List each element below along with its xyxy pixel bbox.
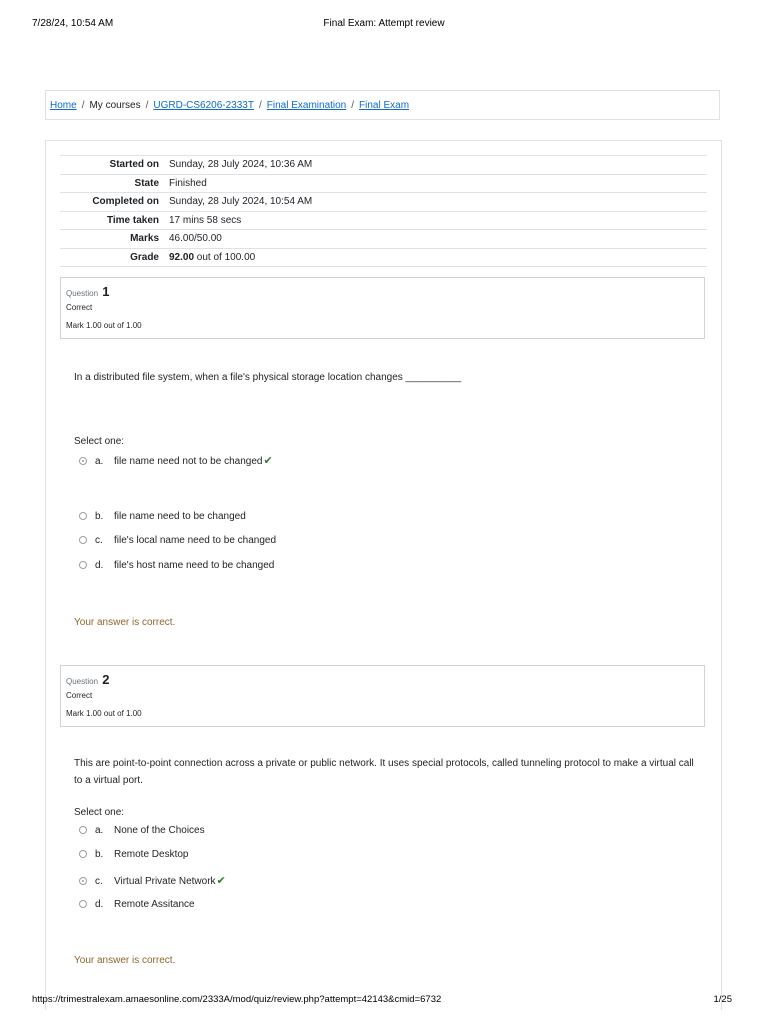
attempt-summary-table [60,155,707,267]
print-title: Final Exam: Attempt review [323,18,445,29]
question-number [66,284,110,299]
summary-label: Time taken [106,214,159,226]
radio-icon[interactable] [79,561,87,569]
breadcrumb [45,90,720,120]
option-letter: a. [95,456,104,467]
question-number-value: 1 [102,284,110,299]
option-text: Remote Assitance [114,899,195,910]
option-text: Virtual Private Network [114,876,216,887]
question-text: In a distributed file system, when a file's physical storage location changes __________ [74,372,462,383]
breadcrumb-home-link[interactable]: Home [50,100,77,111]
summary-value: Finished [169,177,207,189]
print-header [32,18,736,32]
print-page-number: 1/25 [713,994,732,1005]
summary-label: Completed on [92,196,159,208]
option-letter: d. [95,560,104,571]
summary-row-time-taken [60,211,707,230]
question-state: Correct [66,691,93,700]
option-letter: b. [95,849,104,860]
grade-out-of: out of 100.00 [194,251,256,263]
option-text: file's local name need to be changed [114,535,277,546]
print-date: 7/28/24, 10:54 AM [32,18,114,29]
answer-option[interactable] [79,535,276,549]
option-letter: b. [95,511,104,522]
radio-icon[interactable] [79,850,87,858]
answer-option[interactable] [79,849,188,863]
answer-option[interactable] [79,454,273,468]
option-letter: c. [95,876,103,887]
answer-option[interactable] [79,560,274,574]
summary-label: State [134,177,159,189]
question-feedback: Your answer is correct. [74,617,176,628]
question-mark: Mark 1.00 out of 1.00 [66,709,142,718]
question-label: Question [66,677,99,686]
breadcrumb-separator: / [351,100,355,111]
summary-value: 17 mins 58 secs [169,214,242,226]
grade-value: 92.00 [169,251,195,263]
option-text: file name need not to be changed [114,456,263,467]
breadcrumb-section-link[interactable]: Final Examination [266,100,347,111]
answer-option[interactable] [79,899,195,913]
summary-label: Started on [109,159,159,171]
option-letter: c. [95,535,103,546]
summary-label: Grade [130,251,159,263]
breadcrumb-course-link[interactable]: UGRD-CS6206-2333T [153,100,254,111]
radio-icon[interactable] [79,512,87,520]
answer-option[interactable] [79,825,205,839]
question-mark: Mark 1.00 out of 1.00 [66,321,142,330]
breadcrumb-separator: / [81,100,85,111]
summary-value: Sunday, 28 July 2024, 10:54 AM [169,196,313,208]
breadcrumb-separator: / [145,100,149,111]
radio-selected-icon[interactable] [79,877,87,885]
summary-row-grade [60,248,707,267]
question-number [66,672,110,687]
print-url: https://trimestralexam.amaesonline.com/2333A/mod/quiz/review.php?attempt=42143&cmid=6732 [32,994,442,1005]
question-text: This are point-to-point connection across a private or public network. It uses special protocols, called tunneling protocol to make a virtual call to a virtual port. [74,758,694,786]
summary-value [169,248,707,267]
breadcrumb-separator: / [258,100,262,111]
correct-check-icon: ✔ [263,455,273,467]
radio-icon[interactable] [79,826,87,834]
question-info-box [60,277,705,339]
summary-value: 46.00/50.00 [169,233,222,245]
breadcrumb-my-courses: My courses [89,100,141,111]
option-text: file name need to be changed [114,511,246,522]
radio-icon[interactable] [79,900,87,908]
select-one-label: Select one: [74,436,125,447]
radio-selected-icon[interactable] [79,457,87,465]
option-text: None of the Choices [114,825,205,836]
option-text: file's host name need to be changed [114,560,275,571]
option-letter: d. [95,899,104,910]
question-feedback: Your answer is correct. [74,955,176,966]
radio-icon[interactable] [79,536,87,544]
answer-option[interactable] [79,874,226,888]
summary-label: Marks [130,233,159,245]
summary-row-completed [60,193,707,212]
question-state: Correct [66,303,93,312]
option-letter: a. [95,825,104,836]
question-label: Question [66,289,99,298]
correct-check-icon: ✔ [216,875,226,887]
select-one-label: Select one: [74,807,125,818]
summary-row-started [60,156,707,175]
summary-value: Sunday, 28 July 2024, 10:36 AM [169,159,313,171]
option-text: Remote Desktop [114,849,189,860]
breadcrumb-quiz-link[interactable]: Final Exam [359,100,410,111]
print-footer [32,994,736,1008]
answer-option[interactable] [79,511,246,525]
summary-row-state [60,174,707,193]
question-info-box [60,665,705,727]
summary-row-marks [60,230,707,249]
question-number-value: 2 [102,672,110,687]
